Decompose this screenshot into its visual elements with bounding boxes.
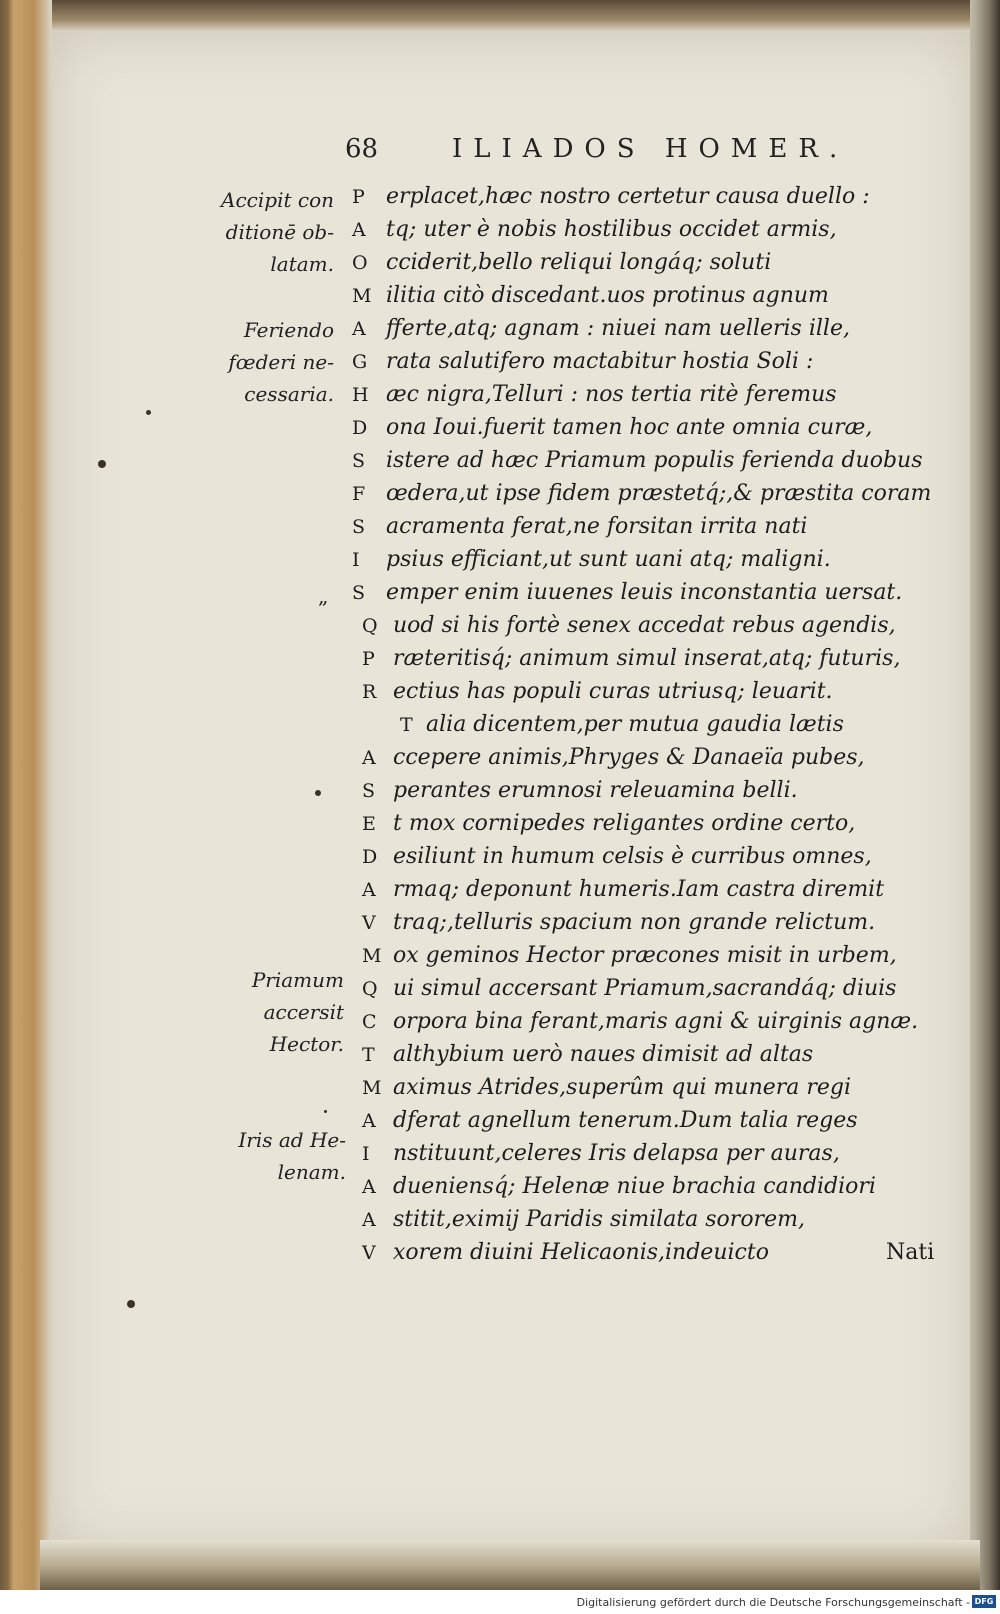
verse-text: nstituunt,celeres Iris delapsa per auras, xyxy=(393,1141,840,1166)
verse-text: perantes erumnosi releuamina belli. xyxy=(393,778,798,803)
verse-initial: T xyxy=(362,1044,375,1066)
verse-line xyxy=(0,512,1000,545)
verse-line xyxy=(0,248,1000,281)
verse-line xyxy=(0,1238,1000,1271)
verse-line xyxy=(0,1073,1000,1106)
verse-text: rata salutifero mactabitur hostia Soli : xyxy=(386,349,814,374)
verse-line xyxy=(0,875,1000,908)
verse-line xyxy=(0,578,1000,611)
verse-text: ectius has populi curas utriusq; leuarit. xyxy=(393,679,833,704)
verse-initial: V xyxy=(362,912,376,934)
quotation-mark: „ xyxy=(318,584,329,608)
verse-line xyxy=(0,710,1000,743)
running-title: ILIADOS HOMER. xyxy=(452,134,849,164)
marginal-note-text: Priamum accersit Hector. xyxy=(251,968,344,1056)
verse-line xyxy=(0,314,1000,347)
verse-text: rmaq; deponunt humeris.Iam castra diremit xyxy=(393,877,885,902)
verse-initial: M xyxy=(362,945,382,967)
verse-text: istere ad hæc Priamum populis ferienda duobus xyxy=(386,448,923,473)
verse-line xyxy=(0,611,1000,644)
verse-line xyxy=(0,1172,1000,1205)
verse-line xyxy=(0,446,1000,479)
verse-text: erplacet,hæc nostro certetur causa duello : xyxy=(386,184,870,209)
verse-text: ræteritisq́; animum simul inserat,atq; futuris, xyxy=(393,646,901,671)
verse-initial: T xyxy=(400,714,413,736)
verse-text: cciderit,bello reliqui longáq; soluti xyxy=(386,250,772,275)
verse-initial: A xyxy=(362,1209,376,1231)
verse-initial: A xyxy=(352,318,366,340)
verse-initial: A xyxy=(362,879,376,901)
verse-text: aximus Atrides,superûm qui munera regi xyxy=(393,1075,852,1100)
verse-text: ilitia citò discedant.uos protinus agnum xyxy=(386,283,829,308)
verse-text: ccepere animis,Phryges & Danaeïa pubes, xyxy=(393,745,865,770)
verse-text: œdera,ut ipse fidem præstetq́;,& præstita coram xyxy=(386,481,932,506)
marginal-note-text: Iris ad He- lenam. xyxy=(238,1128,346,1184)
page-bottom-edge xyxy=(40,1540,980,1590)
verse-line xyxy=(0,644,1000,677)
verse-text: tq; uter è nobis hostilibus occidet armis, xyxy=(386,217,837,242)
verse-line xyxy=(0,215,1000,248)
verse-line xyxy=(0,545,1000,578)
verse-initial: S xyxy=(352,516,366,538)
verse-text: esiliunt in humum celsis è curribus omnes, xyxy=(393,844,872,869)
verse-text: t mox cornipedes religantes ordine certo, xyxy=(393,811,856,836)
verse-text: acramenta ferat,ne forsitan irrita nati xyxy=(386,514,808,539)
verse-line xyxy=(0,1139,1000,1172)
verse-line xyxy=(0,1040,1000,1073)
verse-text: alia dicentem,per mutua gaudia lætis xyxy=(426,712,844,737)
verse-line xyxy=(0,380,1000,413)
verse-initial: I xyxy=(352,549,360,571)
verse-initial: P xyxy=(362,648,375,670)
verse-line xyxy=(0,743,1000,776)
catchword: Nati xyxy=(886,1240,935,1265)
verse-line xyxy=(0,1106,1000,1139)
verse-initial: M xyxy=(362,1077,382,1099)
verse-initial: G xyxy=(352,351,368,373)
verse-text: ox geminos Hector præcones misit in urbem, xyxy=(393,943,897,968)
page-header xyxy=(0,128,1000,178)
verse-initial: E xyxy=(362,813,376,835)
verse-line xyxy=(0,1007,1000,1040)
verse-initial: Q xyxy=(362,615,378,637)
verse-line xyxy=(0,908,1000,941)
verse-text: traq;,telluris spacium non grande relictum. xyxy=(393,910,876,935)
verse-initial: H xyxy=(352,384,369,406)
verse-initial: R xyxy=(362,681,377,703)
verse-block xyxy=(0,182,1000,1265)
verse-text: althybium uerò naues dimisit ad altas xyxy=(393,1042,814,1067)
verse-line xyxy=(0,776,1000,809)
verse-initial: O xyxy=(352,252,368,274)
verse-line xyxy=(0,413,1000,446)
page-number: 68 xyxy=(345,134,379,164)
verse-line xyxy=(0,941,1000,974)
verse-text: psius efficiant,ut sunt uani atq; maligni. xyxy=(386,547,831,572)
ink-spot xyxy=(127,1300,135,1308)
verse-line xyxy=(0,281,1000,314)
verse-initial: P xyxy=(352,186,365,208)
verse-text: stitit,eximij Paridis similata sororem, xyxy=(393,1207,805,1232)
funding-credit: Digitalisierung gefördert durch die Deutsche Forschungsgemeinschaft - xyxy=(576,1596,970,1609)
marginal-note-text: Feriendo fœderi ne- cessaria. xyxy=(228,318,334,406)
verse-initial: S xyxy=(352,450,366,472)
verse-initial: F xyxy=(352,483,366,505)
verse-text: fferte,atq; agnam : niuei nam uelleris ille, xyxy=(386,316,850,341)
verse-line xyxy=(0,182,1000,215)
verse-initial: C xyxy=(362,1011,377,1033)
verse-text: ona Ioui.fuerit tamen hoc ante omnia curæ, xyxy=(386,415,873,440)
verse-text: uod si his fortè senex accedat rebus agendis, xyxy=(393,613,896,638)
verse-initial: A xyxy=(362,1110,376,1132)
dfg-logo[interactable]: DFG xyxy=(972,1595,996,1608)
verse-line xyxy=(0,974,1000,1007)
verse-line xyxy=(0,842,1000,875)
verse-initial: A xyxy=(362,1176,376,1198)
verse-text: dueniensq́; Helenæ niue brachia candidiori xyxy=(393,1174,876,1199)
verse-initial: V xyxy=(362,1242,376,1264)
verse-initial: A xyxy=(352,219,366,241)
verse-initial: M xyxy=(352,285,372,307)
verse-text: emper enim iuuenes leuis inconstantia uersat. xyxy=(386,580,903,605)
verse-line xyxy=(0,479,1000,512)
page-top-edge xyxy=(52,0,970,34)
verse-text: æc nigra,Telluri : nos tertia ritè feremus xyxy=(386,382,837,407)
verse-initial: D xyxy=(362,846,378,868)
digitization-footer xyxy=(0,1590,1000,1614)
verse-text: orpora bina ferant,maris agni & uirginis agnæ. xyxy=(393,1009,919,1034)
verse-initial: A xyxy=(362,747,376,769)
verse-text: ui simul accersant Priamum,sacrandáq; diuis xyxy=(393,976,897,1001)
verse-line xyxy=(0,347,1000,380)
verse-initial: D xyxy=(352,417,368,439)
verse-text: dferat agnellum tenerum.Dum talia reges xyxy=(393,1108,858,1133)
verse-line xyxy=(0,1205,1000,1238)
verse-initial: Q xyxy=(362,978,378,1000)
verse-initial: S xyxy=(362,780,376,802)
verse-initial: I xyxy=(362,1143,370,1165)
marginal-note-text: Accipit con ditionē ob- latam. xyxy=(221,188,334,276)
verse-line xyxy=(0,809,1000,842)
verse-initial: S xyxy=(352,582,366,604)
verse-line xyxy=(0,677,1000,710)
verse-text: xorem diuini Helicaonis,indeuicto xyxy=(393,1240,769,1265)
